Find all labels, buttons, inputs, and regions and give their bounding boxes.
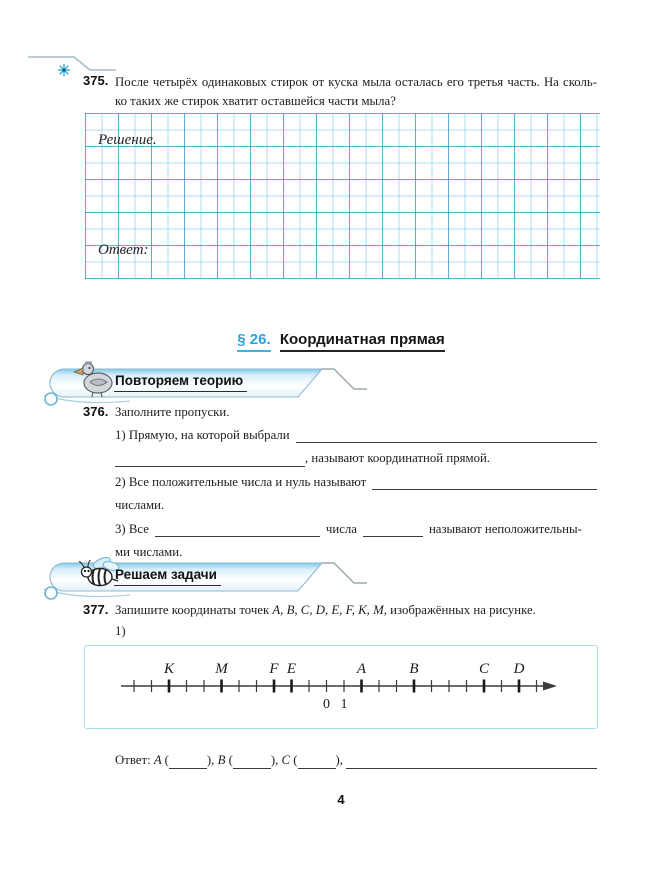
difficulty-star-icon (58, 64, 70, 76)
problem-377 (83, 598, 597, 622)
fill-blank-line: 1) Прямую, на которой выбрали (83, 424, 597, 448)
problem-text-line2: ко таких же стирок хватит оставшейся части мыла? (115, 94, 396, 108)
number-line-figure (84, 645, 598, 729)
fill-blank-line: 3) Все числа называют неположительны- (115, 521, 582, 536)
paren-open: ( (228, 753, 233, 767)
blank-underline (169, 756, 207, 769)
blank-underline (346, 756, 597, 769)
answer-point-letter: C (281, 753, 294, 767)
point-label-F: F (269, 661, 279, 677)
paren-close: ), (335, 753, 347, 767)
point-label-A: A (356, 661, 367, 677)
blank-underline (296, 430, 597, 443)
point-label-E: E (286, 661, 297, 677)
point-label-B: B (409, 661, 419, 677)
problem-375 (83, 73, 597, 111)
answer-point-letter: A (153, 753, 165, 767)
arrowhead-icon (543, 682, 557, 691)
point-label-K: K (163, 661, 175, 677)
banner-solve-tasks (38, 555, 368, 601)
point-label-C: C (478, 661, 490, 677)
section-title: Координатная прямая (280, 331, 445, 352)
page-number: 4 (337, 792, 345, 807)
blank-underline (115, 454, 305, 467)
problem-prompt: Заполните пропуски. (115, 405, 230, 419)
fill-blank-line: 2) Все положительные числа и нуль называют (83, 471, 597, 495)
number-line-svg (85, 646, 595, 726)
section-number: § 26. (237, 331, 270, 352)
paren-close: ), (270, 753, 282, 767)
answer-label: Ответ: (115, 753, 154, 767)
paren-close: ), (206, 753, 218, 767)
section-header (85, 331, 597, 348)
answer-label: Ответ: (98, 242, 149, 258)
fill-blank-line: ми числами. (115, 545, 183, 559)
paren-open: ( (293, 753, 298, 767)
problem-376 (83, 400, 597, 565)
problem-text (115, 73, 597, 111)
blank-underline (363, 524, 423, 537)
problem-text-line1: После четырёх одинаковых стирок от куска мыла осталась его третья часть. На сколь- (115, 75, 597, 89)
blank-underline (155, 524, 320, 537)
fill-blank-line: числами. (115, 498, 165, 512)
paren-open: ( (164, 753, 169, 767)
solution-label: Решение. (98, 132, 157, 148)
subitem-label: 1) (115, 624, 126, 638)
solution-grid (85, 113, 600, 279)
problem-number: 377. (83, 602, 109, 617)
problem-number: 375. (83, 73, 109, 88)
point-letters: A, B, C, D, E, F, K, M, (272, 603, 387, 617)
axis-number-1: 1 (340, 697, 348, 712)
axis-number-0: 0 (323, 697, 330, 712)
blank-underline (372, 477, 597, 490)
problem-number: 376. (83, 404, 109, 419)
banner-label: Повторяем теорию (114, 373, 247, 392)
point-label-M: M (215, 661, 228, 677)
fill-blank-line: , называют координатной прямой. (83, 447, 597, 471)
answer-point-letter: B (217, 753, 229, 767)
banner-label: Решаем задачи (114, 567, 221, 586)
problem-prompt: Запишите координаты точек A, B, C, D, E, F, K, M, изображённых на рисунке. (115, 603, 536, 617)
answer-line (115, 749, 597, 773)
point-label-D: D (513, 661, 525, 677)
blank-underline (298, 756, 336, 769)
blank-underline (233, 756, 271, 769)
